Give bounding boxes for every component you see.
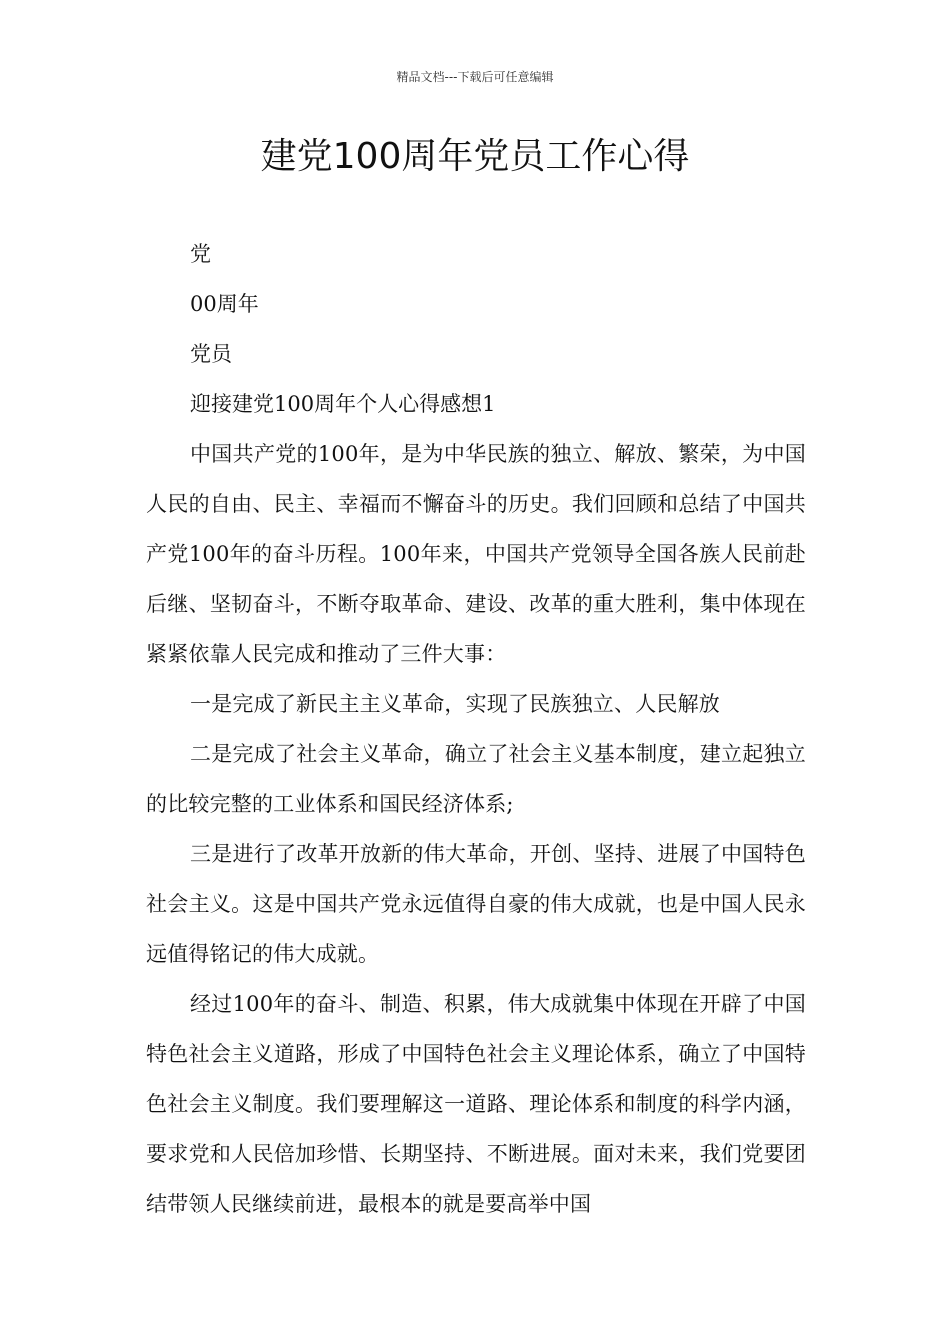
keyword-line: 00周年 [190, 292, 259, 316]
document-body [146, 229, 806, 1229]
keyword-line: 党员 [190, 342, 232, 366]
paragraph: 三是进行了改革开放新的伟大革命，开创、坚持、进展了中国特色社会主义。这是中国共产党永远值得自豪的伟大成就，也是中国人民永远值得铭记的伟大成就。 [146, 842, 806, 966]
paragraph: 二是完成了社会主义革命，确立了社会主义基本制度，建立起独立的比较完整的工业体系和国民经济体系; [146, 742, 806, 816]
header-note: 精品文档---下载后可任意编辑 [396, 70, 554, 84]
document-title: 建党100周年党员工作心得 [260, 136, 690, 177]
section-heading: 迎接建党100周年个人心得感想1 [190, 392, 496, 416]
paragraph: 中国共产党的100年，是为中华民族的独立、解放、繁荣，为中国人民的自由、民主、幸福而不懈奋斗的历史。我们回顾和总结了中国共产党100年的奋斗历程。100年来，中国共产党领导全国各族人民前赴后继、坚韧奋斗，不断夺取革命、建设、改革的重大胜利，集中体现在紧紧依靠人民完成和推动了三件大事： [146, 442, 806, 666]
paragraph: 经过100年的奋斗、制造、积累，伟大成就集中体现在开辟了中国特色社会主义道路，形成了中国特色社会主义理论体系，确立了中国特色社会主义制度。我们要理解这一道路、理论体系和制度的科学内涵，要求党和人民倍加珍惜、长期坚持、不断进展。面对未来，我们党要团结带领人民继续前进，最根本的就是要高举中国 [146, 992, 806, 1216]
paragraph: 一是完成了新民主主义革命，实现了民族独立、人民解放 [190, 692, 720, 716]
keyword-line: 党 [190, 242, 211, 266]
